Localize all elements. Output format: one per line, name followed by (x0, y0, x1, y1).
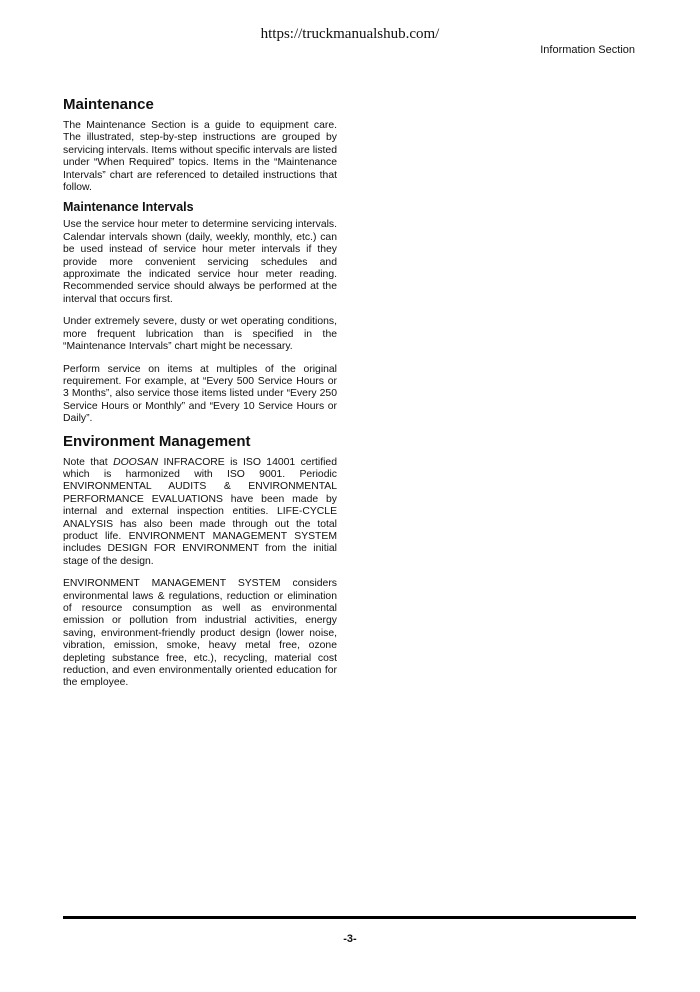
page-number: -3- (343, 933, 357, 945)
maintenance-intervals-heading: Maintenance Intervals (63, 200, 194, 215)
intervals-paragraph-3: Perform service on items at multiples of the original requirement. For example, at “Every 500 Service Hours or 3 Months”, also service those items listed under “Every 250 Service Hours or Monthly” and “Every 10 Service Hours or Daily”. (63, 363, 337, 425)
environment-paragraph-1 (63, 457, 337, 569)
brand-name: DOOSAN (113, 456, 159, 468)
intervals-paragraph-1: Use the service hour meter to determine servicing intervals. Calendar intervals shown (daily, weekly, monthly, etc.) can be used instead of service hour meter intervals if they provide more convenient servicing schedules and approximate the indicated service hour meter reading. Recommended service should always be performed at the interval that occurs first. (63, 219, 337, 305)
footer-divider (63, 916, 636, 919)
maintenance-intro: The Maintenance Section is a guide to equipment care. The illustrated, step-by-step instructions are grouped by servicing intervals. Items without specific intervals are listed under “When Required” topics. Items in the “Maintenance Intervals” chart are referenced to detailed instructions that follow. (63, 120, 337, 194)
intervals-paragraph-2: Under extremely severe, dusty or wet operating conditions, more frequent lubrication than is specified in the “Maintenance Intervals” chart might be necessary. (63, 316, 337, 353)
running-header: Information Section (540, 44, 635, 56)
env-p1-prefix: Note that (63, 456, 114, 468)
source-url: https://truckmanualshub.com/ (260, 26, 440, 42)
environment-heading: Environment Management (63, 432, 251, 450)
environment-paragraph-2: ENVIRONMENT MANAGEMENT SYSTEM considers environmental laws & regulations, reduction or elimination of resource consumption as well as environmental emission or pollution from industrial activities, energy saving, environment-friendly product design (lower noise, vibration, emission, smoke, heavy metal free, ozone depleting substance free, etc.), recycling, material cost reduction, and even environmentally oriented education for the employee. (63, 578, 337, 689)
maintenance-heading: Maintenance (63, 96, 154, 113)
env-p1-rest: INFRACORE is ISO 14001 certified which is harmonized with ISO 9001. Periodic ENVIRONMENTAL AUDITS & ENVIRONMENTAL PERFORMANCE EVALUATIONS have been made by internal and external inspection entities. LIFE-CYCLE ANALYSIS has also been made through out the total product life. ENVIRONMENT MANAGEMENT SYSTEM includes DESIGN FOR ENVIRONMENT from the initial stage of the design. (63, 456, 337, 567)
text-column (63, 96, 337, 700)
